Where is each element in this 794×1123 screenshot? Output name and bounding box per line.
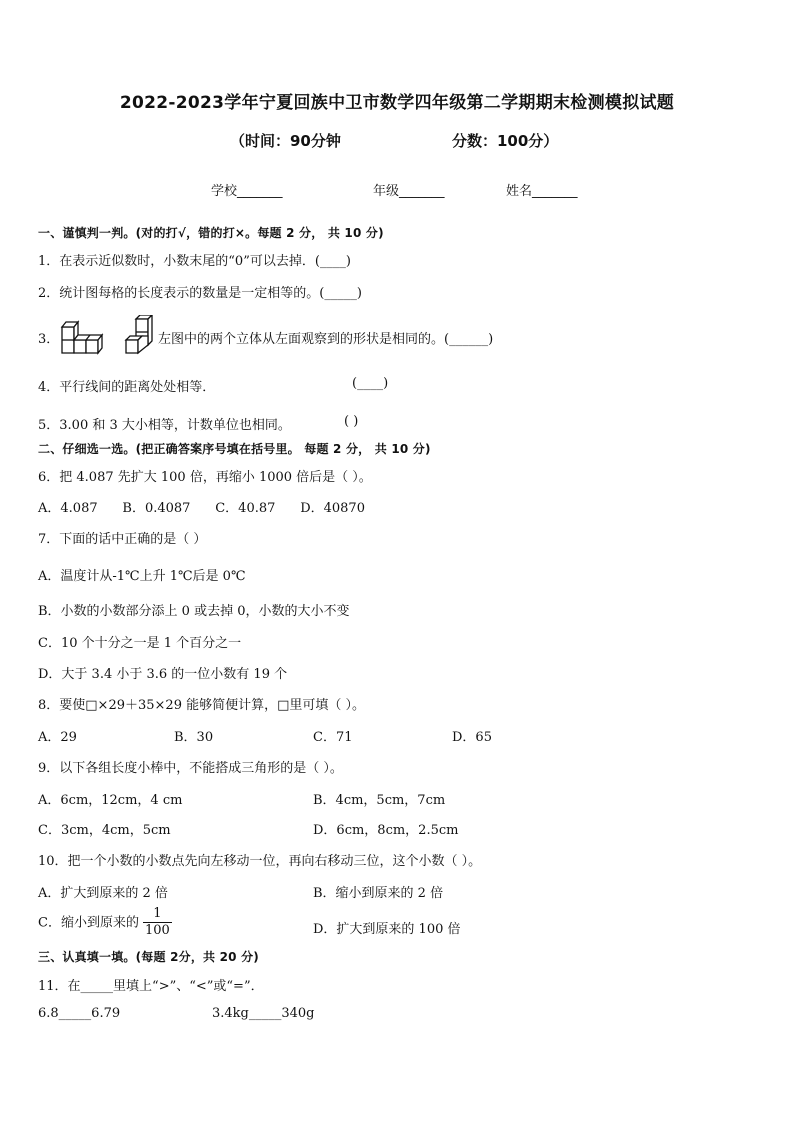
fraction-denominator: 100 [144, 923, 170, 939]
question-10-option-c [38, 906, 172, 940]
fraction-numerator: 1 [143, 906, 172, 923]
question-10-option-d: D．扩大到原来的 100 倍 [313, 922, 461, 937]
question-11-item-b: 3.4kg_____340g [212, 1006, 315, 1021]
question-8-option-a: A．29 [38, 730, 77, 745]
question-8-option-c: C．71 [313, 730, 353, 745]
cube-figure-1 [60, 317, 104, 355]
question-10-option-c-prefix: C．缩小到原来的 [38, 915, 139, 931]
score-label: 分数：100分） [452, 132, 559, 150]
question-6-options: A．4.087 B．0.4087 C．40.87 D．40870 [38, 501, 365, 516]
section-1-heading: 一、谨慎判一判。(对的打√，错的打×。每题 2 分， 共 10 分) [38, 226, 384, 240]
question-10-option-b: B．缩小到原来的 2 倍 [313, 886, 444, 901]
question-10-option-a: A．扩大到原来的 2 倍 [38, 886, 168, 901]
grade-field: 年级_______ [373, 184, 445, 199]
question-11-item-a: 6.8_____6.79 [38, 1006, 121, 1021]
question-6: 6．把 4.087 先扩大 100 倍，再缩小 1000 倍后是（ ）。 [38, 470, 372, 485]
question-10: 10．把一个小数的小数点先向左移动一位，再向右移动三位，这个小数（ ）。 [38, 854, 482, 869]
question-2: 2．统计图每格的长度表示的数量是一定相等的。(_____) [38, 286, 362, 301]
question-9-option-d: D．6cm，8cm，2.5cm [313, 823, 459, 838]
question-4: 4．平行线间的距离处处相等． [38, 380, 216, 395]
school-field: 学校_______ [211, 184, 283, 199]
fraction [143, 906, 172, 940]
question-8-option-d: D．65 [452, 730, 492, 745]
question-8-option-b: B．30 [174, 730, 214, 745]
question-7-option-d: D．大于 3.4 小于 3.6 的一位小数有 19 个 [38, 667, 288, 682]
question-1: 1．在表示近似数时，小数末尾的“0”可以去掉．(____) [38, 254, 351, 269]
question-3-text: 左图中的两个立体从左面观察到的形状是相同的。(______) [158, 332, 494, 347]
question-11: 11．在_____里填上“>”、“<”或“=”． [38, 979, 264, 994]
page-title: 2022-2023学年宁夏回族中卫市数学四年级第二学期期末检测模拟试题 [119, 93, 675, 113]
question-9-option-b: B．4cm，5cm，7cm [313, 793, 446, 808]
question-4-blank: (____) [352, 376, 389, 391]
question-7: 7．下面的话中正确的是（ ） [38, 532, 207, 547]
question-7-option-a: A．温度计从-1℃上升 1℃后是 0℃ [38, 569, 246, 584]
section-3-heading: 三、认真填一填。(每题 2分，共 20 分) [38, 950, 259, 964]
question-5-blank: ( ) [344, 414, 359, 429]
question-9: 9．以下各组长度小棒中，不能搭成三角形的是（ ）。 [38, 761, 343, 776]
question-3-number: 3． [38, 332, 60, 347]
question-9-option-c: C．3cm，4cm，5cm [38, 823, 171, 838]
section-2-heading: 二、仔细选一选。(把正确答案序号填在括号里。 每题 2 分， 共 10 分) [38, 442, 431, 456]
question-7-option-c: C．10 个十分之一是 1 个百分之一 [38, 636, 242, 651]
question-7-option-b: B．小数的小数部分添上 0 或去掉 0，小数的大小不变 [38, 604, 350, 619]
name-field: 姓名_______ [506, 184, 578, 199]
question-8: 8．要使□×29＋35×29 能够简便计算，□里可填（ ）。 [38, 698, 366, 713]
question-5: 5．3.00 和 3 大小相等，计数单位也相同。 [38, 418, 291, 433]
question-9-option-a: A．6cm，12cm，4 cm [38, 793, 183, 808]
time-label: （时间：90分钟 [230, 132, 341, 150]
cube-figure-2 [122, 315, 158, 355]
